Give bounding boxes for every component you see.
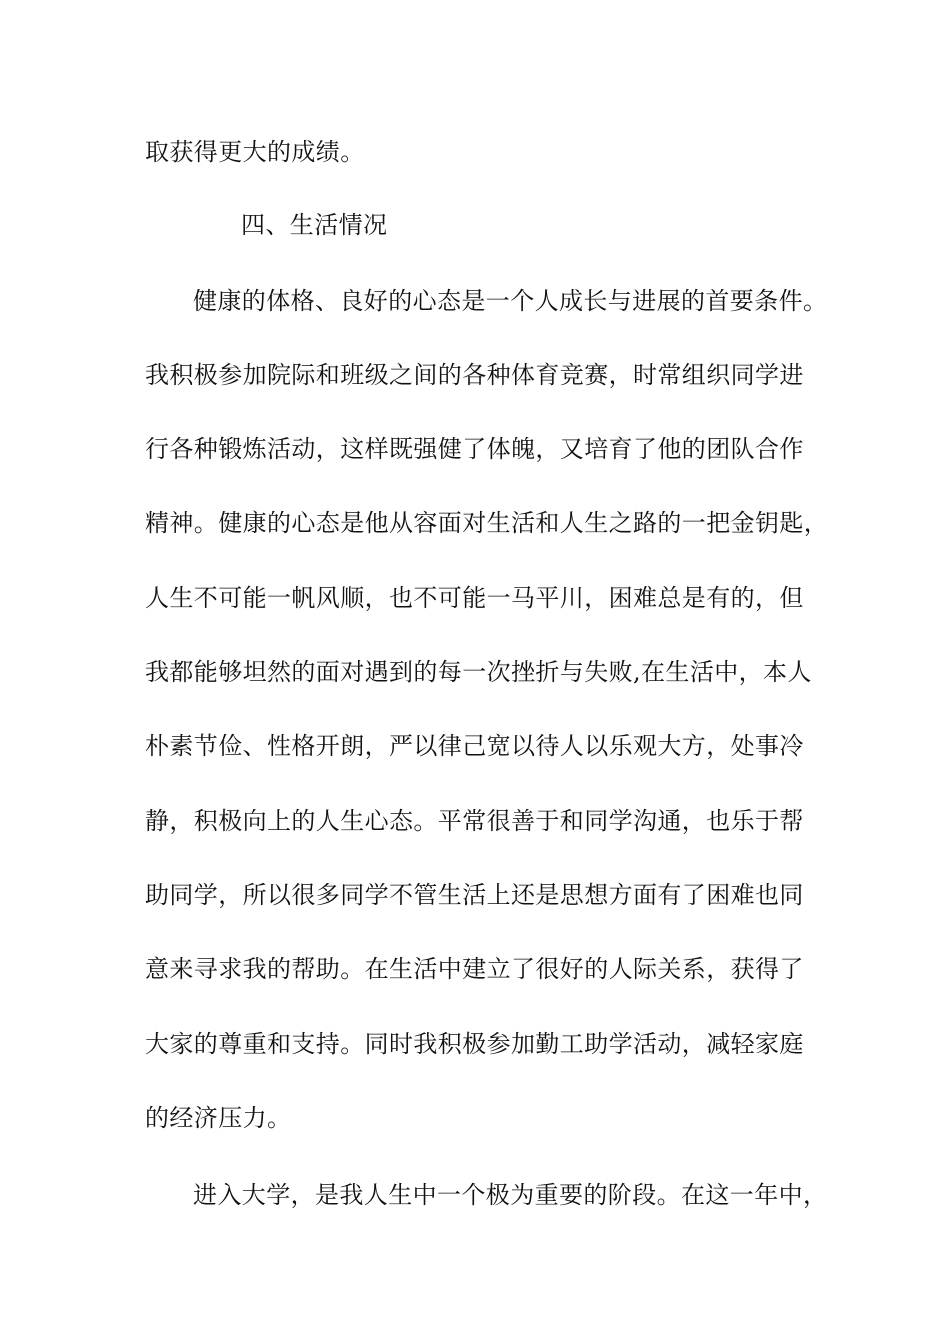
text-line: 静，积极向上的人生心态。平常很善于和同学沟通，也乐于帮: [145, 807, 804, 835]
text-line: 意来寻求我的帮助。在生活中建立了很好的人际关系，获得了: [145, 955, 804, 983]
text-line: 我都能够坦然的面对遇到的每一次挫折与失败,在生活中，本人: [145, 658, 812, 686]
text-line: 朴素节俭、性格开朗，严以律己宽以待人以乐观大方，处事冷: [145, 732, 804, 760]
text-line: 我积极参加院际和班级之间的各种体育竞赛，时常组织同学进: [145, 361, 804, 389]
text-line: 进入大学，是我人生中一个极为重要的阶段。在这一年中，: [193, 1181, 828, 1209]
text-line: 精神。健康的心态是他从容面对生活和人生之路的一把金钥匙，: [145, 509, 829, 537]
text-line: 大家的尊重和支持。同时我积极参加勤工助学活动，减轻家庭: [145, 1030, 804, 1058]
section-heading: 四、生活情况: [241, 211, 388, 239]
text-line: 健康的体格、良好的心态是一个人成长与进展的首要条件。: [193, 287, 828, 315]
text-line: 助同学，所以很多同学不管生活上还是思想方面有了困难也同: [145, 881, 804, 909]
text-line: 行各种锻炼活动，这样既强健了体魄，又培育了他的团队合作: [145, 435, 804, 463]
text-line: 的经济压力。: [145, 1104, 292, 1132]
text-line: 取获得更大的成绩。: [145, 138, 365, 166]
text-line: 人生不可能一帆风顺，也不可能一马平川，困难总是有的，但: [145, 584, 804, 612]
